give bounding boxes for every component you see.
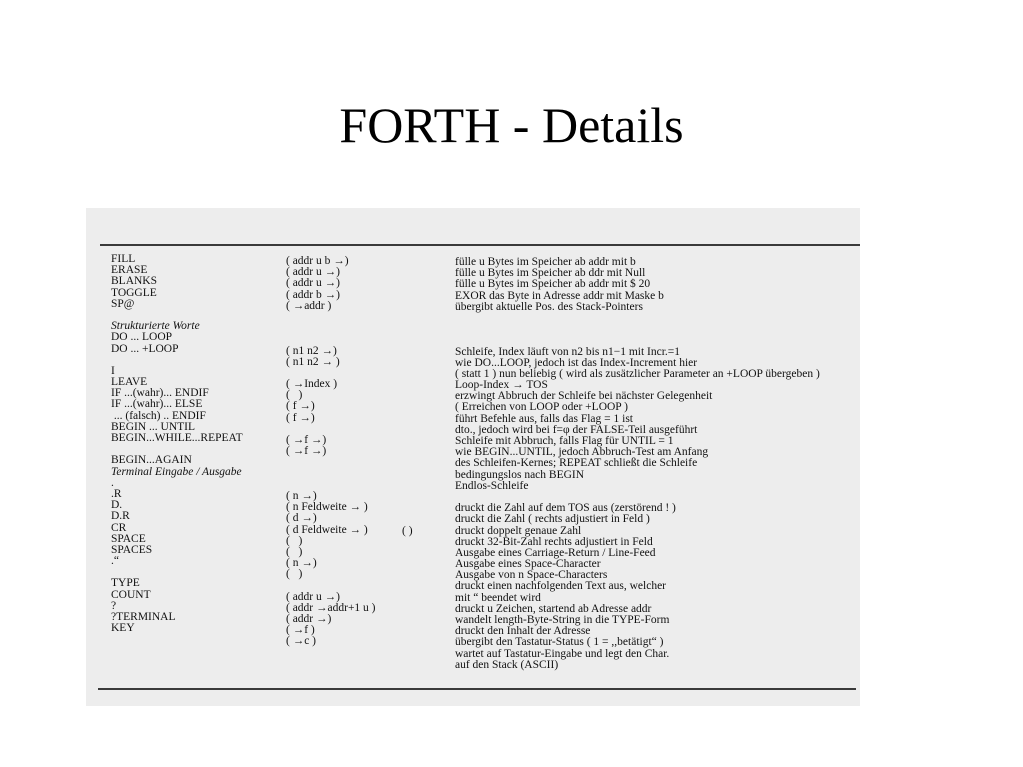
- description-column: [455, 257, 820, 671]
- word-row: .“: [111, 555, 119, 568]
- stack-row: ( ): [286, 568, 303, 581]
- stack-row: ( addr u b →): [286, 255, 349, 267]
- description-row: mit “ beendet wird: [455, 591, 541, 604]
- description-row: ( statt 1 ) nun beliebig ( wird als zusätzlicher Parameter an +LOOP übergeben ): [455, 367, 820, 380]
- description-row: druckt die Zahl ( rechts adjustiert in Feld ): [455, 513, 650, 526]
- stack-row: ( →f →): [286, 434, 327, 446]
- description-row: EXOR das Byte in Adresse addr mit Maske b: [455, 289, 664, 302]
- description-row: [455, 324, 820, 335]
- stack-row: ( →c ): [286, 635, 317, 648]
- word-row: .: [111, 476, 114, 489]
- slide-title: FORTH - Details: [339, 97, 684, 153]
- word-row: ?TERMINAL: [111, 611, 176, 623]
- word-row: SP@: [111, 297, 135, 310]
- word-row: .R: [111, 487, 122, 500]
- word-row: BEGIN...AGAIN: [111, 454, 192, 467]
- word-row: [111, 355, 243, 366]
- description-row: druckt doppelt genaue Zahl: [455, 524, 582, 537]
- word-row: BLANKS: [111, 275, 158, 288]
- stack-row: ( ): [286, 534, 303, 547]
- stack-row: [286, 312, 376, 323]
- stack-row: ( ): [286, 545, 303, 558]
- stack-row: ( ): [286, 389, 303, 402]
- stack-row: [286, 469, 376, 480]
- stack-row: ( f →): [286, 400, 315, 413]
- word-row: Terminal Eingabe / Ausgabe: [111, 465, 242, 478]
- description-row: Ausgabe eines Space-Character: [455, 558, 601, 571]
- word-row: ?: [111, 599, 117, 612]
- word-row: KEY: [111, 622, 135, 635]
- stack-row: ( n →): [286, 557, 317, 570]
- stack-row: ( n Feldweite → ): [286, 501, 368, 514]
- description-row: übergibt aktuelle Pos. des Stack-Pointers: [455, 300, 643, 313]
- description-row: übergibt den Tastatur-Status ( 1 = ,,betätigt“ ): [455, 636, 664, 649]
- word-row: DO ... +LOOP: [111, 342, 179, 355]
- word-row: CR: [111, 521, 127, 534]
- word-row: IF ...(wahr)... ELSE: [111, 398, 203, 411]
- word-row: D.: [111, 499, 123, 512]
- word-row: Strukturierte Worte: [111, 320, 200, 333]
- description-row: Ausgabe eines Carriage-Return / Line-Feed: [455, 546, 656, 559]
- table-top-rule: [100, 244, 860, 246]
- description-row: Ausgabe von n Space-Characters: [455, 569, 608, 582]
- description-row: druckt einen nachfolgenden Text aus, welcher: [455, 580, 667, 593]
- description-row: wandelt length-Byte-String in die TYPE-Form: [455, 614, 670, 626]
- description-row: druckt die Zahl auf dem TOS aus (zerstörend ! ): [455, 502, 676, 515]
- stack-row: [286, 457, 376, 468]
- stack-row: ( addr u →): [286, 590, 340, 603]
- word-column: [111, 254, 243, 634]
- description-row: druckt 32-Bit-Zahl rechts adjustiert in Feld: [455, 535, 653, 548]
- word-row: BEGIN ... UNTIL: [111, 420, 195, 433]
- description-row: ( Erreichen von LOOP oder +LOOP ): [455, 401, 628, 414]
- stack-row: [286, 323, 376, 334]
- stack-row: ( n1 n2 → ): [286, 355, 340, 368]
- stack-row: ( d Feldweite → ): [286, 523, 368, 536]
- word-row: I: [111, 364, 115, 377]
- word-row: FILL: [111, 253, 136, 265]
- description-row: Loop-Index → TOS: [455, 379, 548, 392]
- description-row: fülle u Bytes im Speicher ab addr mit $ 20: [455, 278, 651, 291]
- description-row: auf den Stack (ASCII): [455, 658, 559, 671]
- description-row: druckt den Inhalt der Adresse: [455, 625, 591, 638]
- word-row: IF ...(wahr)... ENDIF: [111, 387, 209, 400]
- word-row: DO ... LOOP: [111, 331, 173, 344]
- description-row: wartet auf Tastatur-Eingabe und legt den Char.: [455, 647, 670, 660]
- table-bottom-rule: [98, 688, 856, 690]
- word-row: ... (falsch) .. ENDIF: [111, 409, 206, 422]
- word-row: COUNT: [111, 588, 151, 601]
- description-row: Schleife mit Abbruch, falls Flag für UNTIL = 1: [455, 435, 674, 447]
- stack-row: ( →Index ): [286, 378, 338, 391]
- stack-row: ( addr →): [286, 613, 332, 625]
- word-row: LEAVE: [111, 376, 148, 389]
- word-row: SPACE: [111, 532, 146, 545]
- description-row: fülle u Bytes im Speicher ab addr mit b: [455, 256, 636, 268]
- stack-row: [286, 334, 376, 345]
- stack-row: ( n1 n2 →): [286, 344, 337, 357]
- description-row: druckt u Zeichen, startend ab Adresse addr: [455, 602, 652, 615]
- stack-row: [286, 580, 376, 591]
- stray-parentheses: ( ): [402, 525, 413, 537]
- stack-row: ( f →): [286, 411, 315, 424]
- description-row: erzwingt Abbruch der Schleife bei nächster Gelegenheit: [455, 390, 713, 403]
- stack-row: ( d →): [286, 512, 317, 525]
- stack-row: ( addr b →): [286, 288, 340, 301]
- description-row: Schleife, Index läuft von n2 bis n1−1 mit Incr.=1: [455, 345, 681, 358]
- stack-effect-column: [286, 256, 376, 648]
- description-row: wie BEGIN...UNTIL, jedoch Abbruch-Test am Anfang: [455, 446, 709, 459]
- description-row: bedingungslos nach BEGIN: [455, 468, 585, 481]
- stack-row: ( addr u →): [286, 277, 340, 290]
- word-row: BEGIN...WHILE...REPEAT: [111, 432, 243, 444]
- description-row: fülle u Bytes im Speicher ab ddr mit Null: [455, 267, 646, 280]
- stack-row: ( →f →): [286, 445, 327, 458]
- description-row: dto., jedoch wird bei f=φ der FALSE-Teil ausgeführt: [455, 423, 698, 436]
- stack-row: ( addr →addr+1 u ): [286, 601, 376, 614]
- word-row: ERASE: [111, 264, 148, 277]
- description-row: [455, 335, 820, 346]
- word-row: TYPE: [111, 577, 140, 590]
- stack-row: ( →addr ): [286, 299, 332, 312]
- stack-row: ( n →): [286, 489, 317, 502]
- stack-row: ( →f ): [286, 624, 315, 637]
- description-row: wie DO...LOOP, jedoch ist das Index-Increment hier: [455, 356, 698, 369]
- description-row: des Schleifen-Kernes; REPEAT schließt die Schleife: [455, 457, 698, 470]
- description-row: führt Befehle aus, falls das Flag = 1 ist: [455, 412, 633, 425]
- word-row: SPACES: [111, 543, 153, 556]
- stack-row: ( addr u →): [286, 266, 340, 279]
- description-row: Endlos-Schleife: [455, 479, 529, 492]
- description-row: [455, 313, 820, 324]
- word-row: TOGGLE: [111, 286, 157, 299]
- word-row: D.R: [111, 510, 130, 523]
